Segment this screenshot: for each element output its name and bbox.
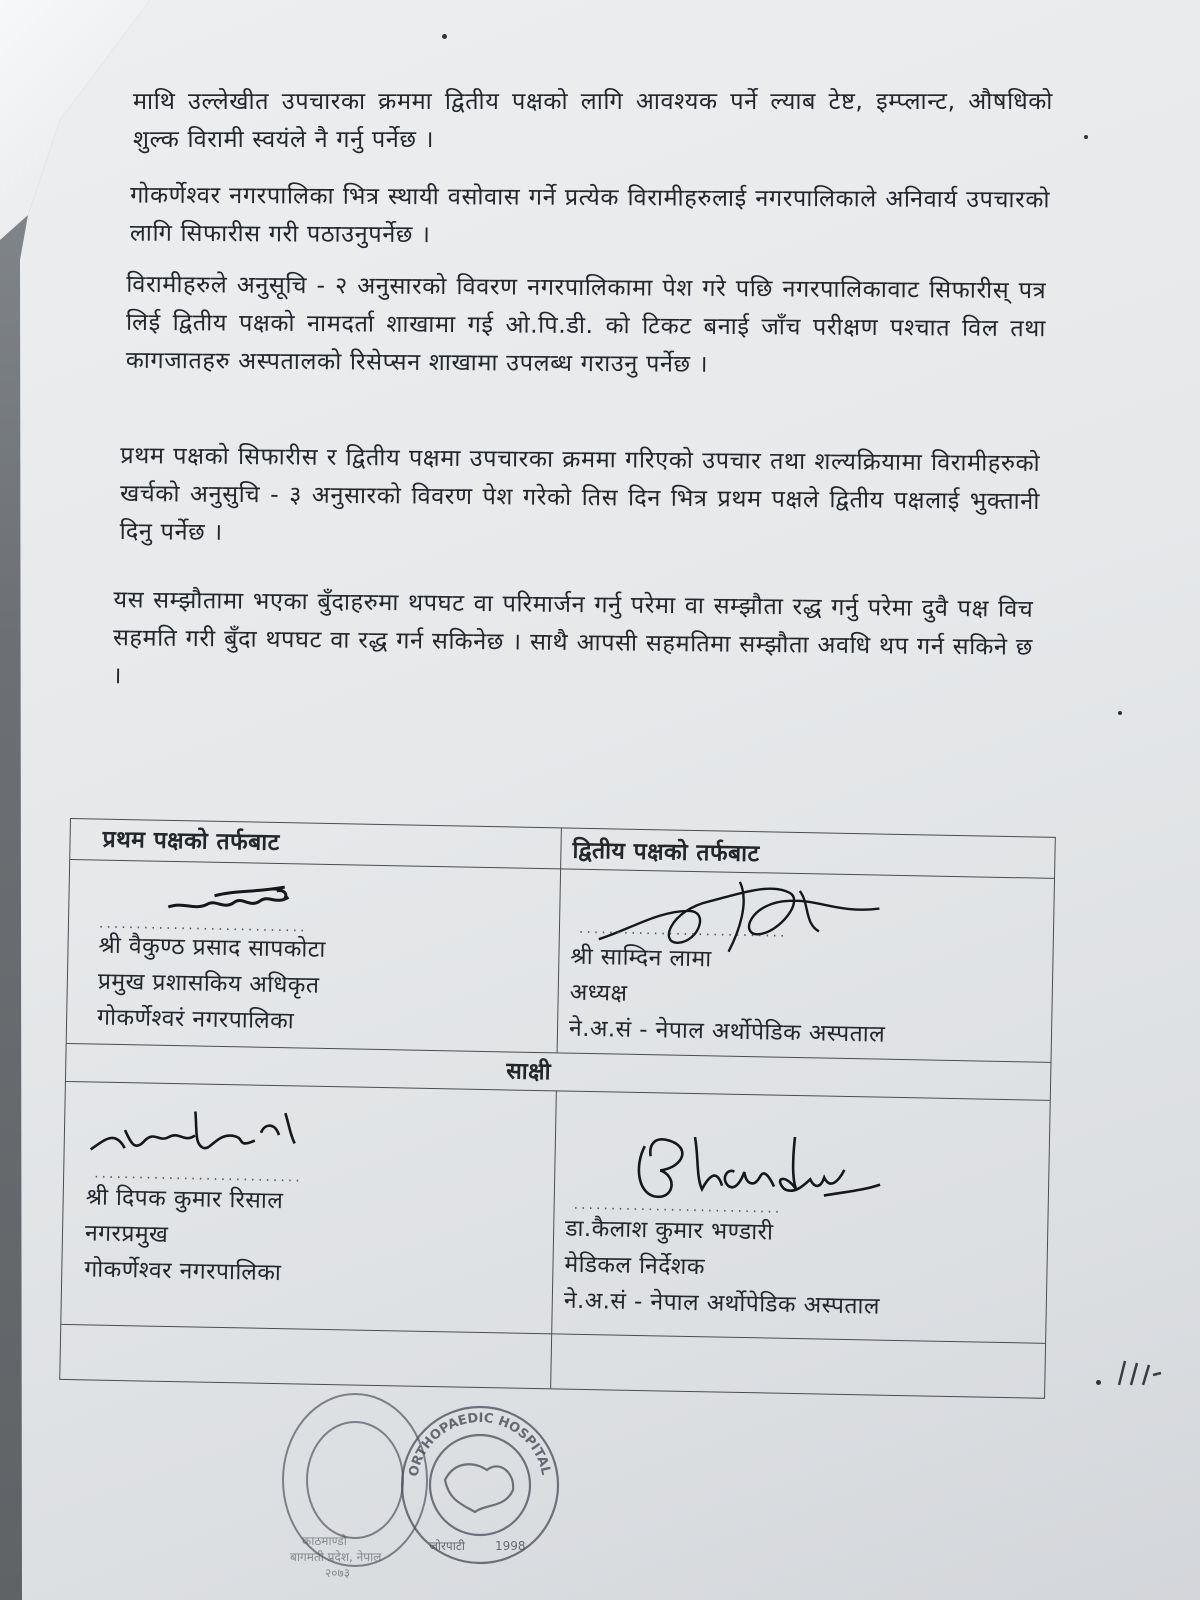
first-party-signature-line: ............................: [98, 915, 308, 936]
stamp-line-3: २०७३: [325, 1566, 350, 1580]
witness-left-org: गोकर्णेश्वर नगरपालिका: [84, 1256, 282, 1287]
hospital-seal-stamp: [395, 1400, 565, 1570]
witness-left-title: नगरप्रमुख: [84, 1220, 169, 1248]
ink-speck: [1096, 1380, 1101, 1385]
second-party-org: ने.अ.सं - नेपाल अर्थोपेडिक अस्पताल: [568, 1015, 886, 1048]
first-party-title: प्रमुख प्रशासकिय अधिकृत: [97, 968, 320, 999]
ink-speck: [1118, 711, 1122, 715]
witness-left-signature-line: ............................: [94, 1165, 303, 1186]
signature-table: [59, 818, 1056, 1399]
witness-right-org: ने.अ.सं - नेपाल अर्थोपेडिक अस्पताल: [563, 1287, 881, 1320]
table-rule: [67, 1043, 1051, 1063]
hospital-seal-bottom-text: जोरपाटी: [429, 1539, 466, 1553]
first-party-org: गोकर्णेश्वरं नगरपालिका: [96, 1004, 295, 1035]
paragraph-1: माथि उल्लेखीत उपचारका क्रममा द्वितीय पक्षको लागि आवश्यक पर्ने ल्याब टेष्ट, इम्प्लान्ट, औषधिको शुल्क विरामी स्वयंले नै गर्नु पर्नेछ ।: [133, 87, 1053, 153]
first-party-header: प्रथम पक्षको तर्फबाट: [102, 826, 280, 857]
witness-right-signature-line: ............................: [573, 1196, 783, 1217]
stamp-line-2: बागमती प्रदेश, नेपाल: [290, 1550, 382, 1564]
ink-speck: [442, 34, 447, 39]
witness-left-signature: [84, 1089, 315, 1173]
table-rule: [557, 828, 562, 1052]
second-party-header: द्वितीय पक्षको तर्फबाट: [572, 837, 760, 868]
second-party-signature-line: ............................: [578, 920, 788, 941]
paragraph-5: यस सम्झौतामा भएका बुँदाहरुमा थपघट वा परिमार्जन गर्नु परेमा वा सम्झौता रद्ध गर्नु परेमा दुवै पक्ष विच सहमति गरी बुँदा थपघट वा रद्ध गर्न सकिनेछ । साथै आपसी सहमतिमा सम्झौता अवधि थप गर्न सकिने छ ।: [112, 585, 1034, 690]
witness-right-name: डा.कैलाश कुमार भण्डारी: [564, 1215, 774, 1246]
second-party-title: अध्यक्ष: [569, 979, 628, 1007]
table-rule: [550, 1090, 557, 1388]
table-rule: [70, 859, 560, 869]
ink-speck: [1084, 135, 1088, 139]
paragraph-3: विरामीहरुले अनुसूचि - २ अनुसारको विवरण नगरपालिकामा पेश गरे पछि नगरपालिकावाट सिफारीस् पत्र लिई द्वितीय पक्षको नामदर्ता शाखामा गई ओ.पि.डी. को टिकट बनाई जाँच परीक्षण पश्चात विल तथा कागजातहरु अस्पतालको रिसेप्सन शाखामा उपलब्ध गराउनु पर्नेछ ।: [125, 269, 1047, 378]
stamp-line-1: काठमाण्डौ: [302, 1534, 347, 1548]
paragraph-4: प्रथम पक्षको सिफारीस र द्वितीय पक्षमा उपचारका क्रममा गरिएको उपचार तथा शल्यक्रियामा विरामीहरुको खर्चको अनुसुचि - ३ अनुसारको विवरण पेश गरेको तिस दिन भित्र प्रथम पक्षले द्वितीय पक्षलाई भुक्तानी दिनु पर्नेछ ।: [119, 440, 1041, 546]
witness-right-title: मेडिकल निर्देशक: [564, 1251, 706, 1281]
hospital-seal-year: 1998: [495, 1539, 526, 1553]
witness-left-name: श्री दिपक कुमार रिसाल: [85, 1184, 284, 1215]
first-party-name: श्री वैकुण्ठ प्रसाद सापकोटा: [98, 932, 326, 963]
paragraph-2: गोकर्णेश्वर नगरपालिका भित्र स्थायी वसोवास गर्ने प्रत्येक विरामीहरुलाई नगरपालिकाले अनिवार्य उपचारको लागि सिफारीस गरी पठाउनुपर्नेछ ।: [129, 180, 1051, 249]
margin-scribble: [1115, 1355, 1165, 1395]
hospital-seal-arc-text: ORTHOPAEDIC HOSPITAL: [406, 1410, 554, 1478]
witness-header: साक्षी: [505, 1058, 552, 1086]
table-rule: [61, 1324, 1045, 1344]
second-party-name: श्री साम्दिन लामा: [570, 943, 712, 973]
